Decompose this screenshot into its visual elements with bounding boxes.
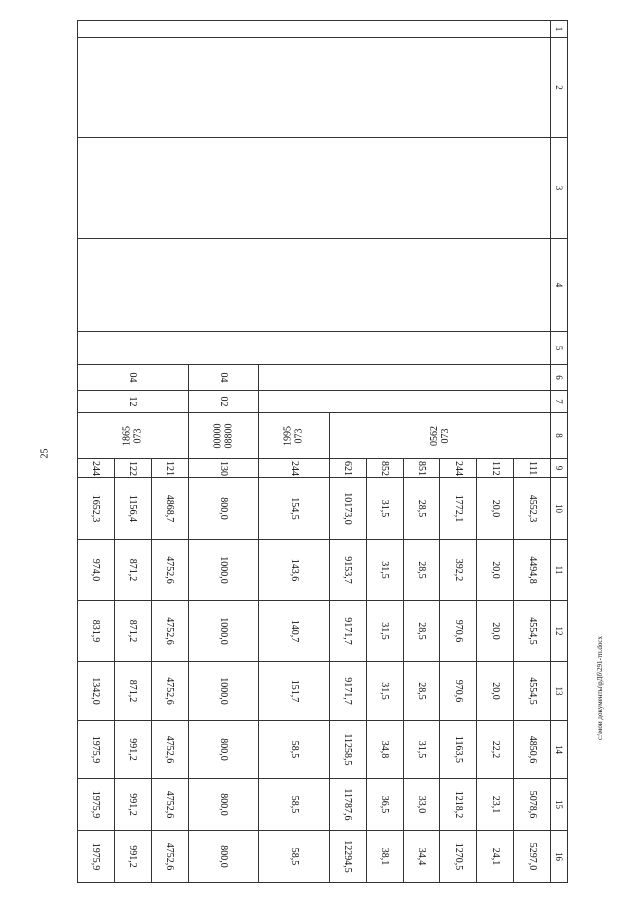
header-cell: 10 [551, 478, 568, 540]
header-cell: 8 [551, 413, 568, 459]
header-cell: 3 [551, 138, 568, 239]
value-cell: 28,5 [403, 478, 440, 540]
value-cell: 392,2 [440, 540, 477, 601]
code-cell [329, 413, 550, 459]
value-cell: 4752,6 [151, 601, 188, 662]
value-cell: 1270,5 [440, 831, 477, 883]
value-cell: 4752,6 [151, 831, 188, 883]
value-cell: 20,0 [477, 540, 514, 601]
kosgu-code-cell: 244 [259, 459, 330, 478]
code-line: 073 [439, 428, 451, 443]
value-cell: 871,2 [114, 662, 151, 721]
blank-cell [259, 365, 551, 391]
header-cell: 6 [551, 365, 568, 391]
kosgu-code-cell: 111 [514, 459, 551, 478]
value-cell: 28,5 [403, 662, 440, 721]
value-cell: 1156,4 [114, 478, 151, 540]
value-cell: 4752,6 [151, 662, 188, 721]
kosgu-code-cell: 244 [78, 459, 115, 478]
header-cell: 13 [551, 662, 568, 721]
table-row [514, 21, 551, 883]
value-cell: 20,0 [477, 601, 514, 662]
rotated-table-container [77, 20, 568, 882]
value-cell: 28,5 [403, 601, 440, 662]
code-line: 1865 [121, 425, 133, 446]
value-cell: 800,0 [188, 721, 259, 779]
value-cell: 151,7 [259, 662, 330, 721]
value-cell: 143,6 [259, 540, 330, 601]
value-cell: 4850,6 [514, 721, 551, 779]
value-cell: 1342,0 [78, 662, 115, 721]
type-cell: 04 [188, 365, 259, 391]
value-cell: 800,0 [188, 779, 259, 831]
value-cell: 28,5 [403, 540, 440, 601]
value-cell: 4752,6 [151, 779, 188, 831]
header-row [551, 21, 568, 883]
value-cell: 11787,6 [329, 779, 366, 831]
footer-file-path: c:\мои документы\рДб\291-тп.docx [596, 636, 604, 740]
value-cell: 9171,7 [329, 662, 366, 721]
budget-table [77, 20, 568, 883]
type-cell: 12 [78, 391, 189, 413]
value-cell: 800,0 [188, 478, 259, 540]
value-cell: 31,5 [366, 601, 403, 662]
header-cell: 16 [551, 831, 568, 883]
kosgu-code-cell: 122 [114, 459, 151, 478]
type-cell: 02 [188, 391, 259, 413]
value-cell: 871,2 [114, 540, 151, 601]
value-cell: 9153,7 [329, 540, 366, 601]
header-cell: 14 [551, 721, 568, 779]
header-cell: 1 [551, 21, 568, 38]
blank-cell [78, 239, 551, 332]
value-cell: 11258,5 [329, 721, 366, 779]
value-cell: 5078,6 [514, 779, 551, 831]
code-cell [259, 413, 330, 459]
value-cell: 31,5 [366, 662, 403, 721]
header-cell: 11 [551, 540, 568, 601]
value-cell: 4752,6 [151, 540, 188, 601]
value-cell: 991,2 [114, 831, 151, 883]
value-cell: 20,0 [477, 478, 514, 540]
value-cell: 9171,7 [329, 601, 366, 662]
header-cell: 12 [551, 601, 568, 662]
blank-cell [259, 391, 551, 413]
header-cell: 9 [551, 459, 568, 478]
blank-cell [78, 21, 551, 38]
blank-cell [78, 138, 551, 239]
value-cell: 1000,0 [188, 540, 259, 601]
value-cell: 4868,7 [151, 478, 188, 540]
value-cell: 31,5 [366, 540, 403, 601]
header-cell: 15 [551, 779, 568, 831]
value-cell: 1652,3 [78, 478, 115, 540]
code-line: 08800 [223, 423, 235, 448]
value-cell: 4494,8 [514, 540, 551, 601]
code-line: 073 [294, 428, 306, 443]
kosgu-code-cell: 851 [403, 459, 440, 478]
value-cell: 140,7 [259, 601, 330, 662]
value-cell: 10173,0 [329, 478, 366, 540]
value-cell: 1000,0 [188, 601, 259, 662]
value-cell: 1975,9 [78, 831, 115, 883]
value-cell: 33,0 [403, 779, 440, 831]
value-cell: 1975,9 [78, 779, 115, 831]
value-cell: 12294,5 [329, 831, 366, 883]
header-cell: 7 [551, 391, 568, 413]
kosgu-code-cell: 121 [151, 459, 188, 478]
blank-cell [78, 332, 551, 365]
value-cell: 974,0 [78, 540, 115, 601]
header-cell: 4 [551, 239, 568, 332]
code-line: 00000 [212, 423, 224, 448]
value-cell: 31,5 [366, 478, 403, 540]
value-cell: 991,2 [114, 721, 151, 779]
value-cell: 1218,2 [440, 779, 477, 831]
kosgu-code-cell: 244 [440, 459, 477, 478]
code-line: 073 [132, 428, 144, 443]
value-cell: 4552,3 [514, 478, 551, 540]
kosgu-code-cell: 130 [188, 459, 259, 478]
value-cell: 871,2 [114, 601, 151, 662]
value-cell: 58,5 [259, 831, 330, 883]
code-line: 0562 [428, 425, 440, 446]
value-cell: 1163,5 [440, 721, 477, 779]
value-cell: 991,2 [114, 779, 151, 831]
value-cell: 1975,9 [78, 721, 115, 779]
value-cell: 800,0 [188, 831, 259, 883]
value-cell: 4554,5 [514, 662, 551, 721]
header-cell: 2 [551, 38, 568, 138]
value-cell: 970,6 [440, 662, 477, 721]
code-cell [188, 413, 259, 459]
value-cell: 970,6 [440, 601, 477, 662]
value-cell: 1772,1 [440, 478, 477, 540]
value-cell: 5297,0 [514, 831, 551, 883]
value-cell: 58,5 [259, 721, 330, 779]
value-cell: 34,4 [403, 831, 440, 883]
value-cell: 4554,5 [514, 601, 551, 662]
kosgu-code-cell: 621 [329, 459, 366, 478]
value-cell: 24,1 [477, 831, 514, 883]
value-cell: 4752,6 [151, 721, 188, 779]
value-cell: 38,1 [366, 831, 403, 883]
value-cell: 31,5 [403, 721, 440, 779]
code-cell [78, 413, 189, 459]
value-cell: 154,5 [259, 478, 330, 540]
value-cell: 58,5 [259, 779, 330, 831]
value-cell: 34,8 [366, 721, 403, 779]
value-cell: 1000,0 [188, 662, 259, 721]
kosgu-code-cell: 112 [477, 459, 514, 478]
type-cell: 04 [78, 365, 189, 391]
kosgu-code-cell: 852 [366, 459, 403, 478]
value-cell: 36,5 [366, 779, 403, 831]
value-cell: 20,0 [477, 662, 514, 721]
value-cell: 831,9 [78, 601, 115, 662]
header-cell: 5 [551, 332, 568, 365]
blank-cell [78, 38, 551, 138]
value-cell: 22,2 [477, 721, 514, 779]
value-cell: 23,1 [477, 779, 514, 831]
code-line: 1995 [283, 425, 295, 446]
page-number: 25 [39, 448, 51, 459]
